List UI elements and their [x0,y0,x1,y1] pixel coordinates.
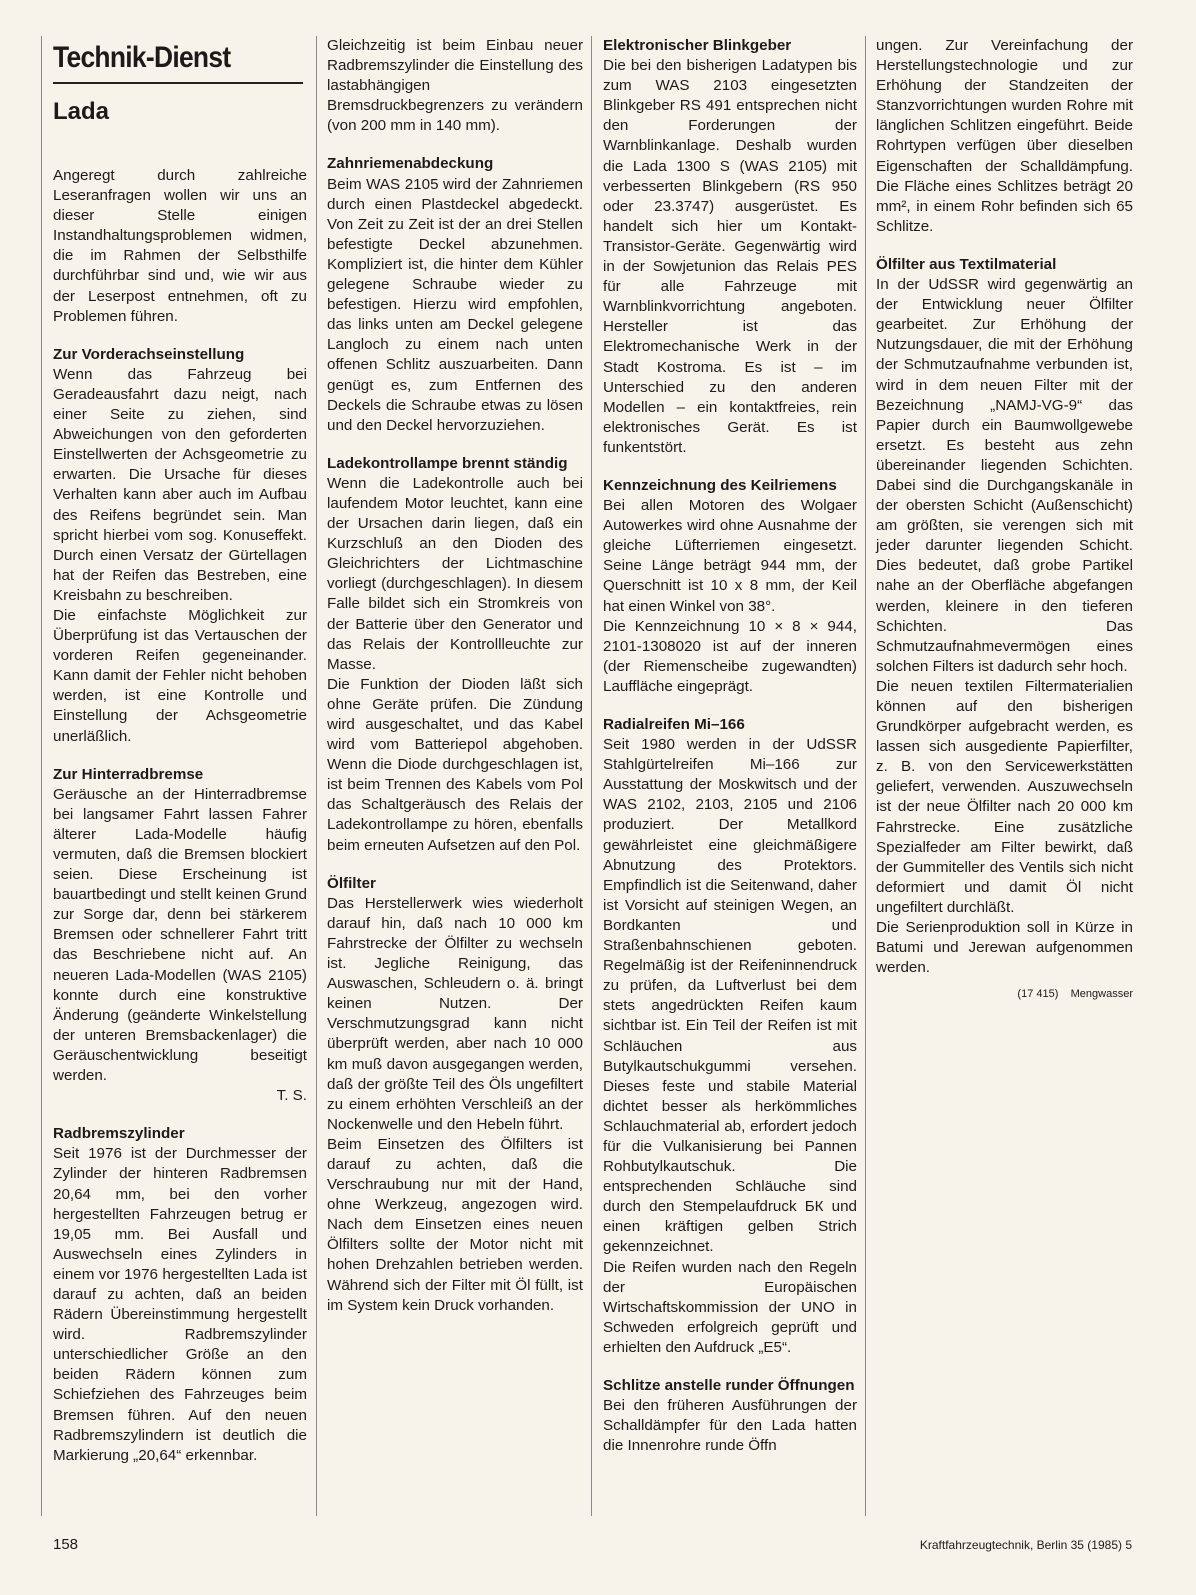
paragraph-continued: ungen. Zur Vereinfachung der Herstellungstechnologie und zur Erhöhung der Standzeiten der Stanzvorrichtungen wurden Rohre mit länglichen Schlitzen eingeführt. Beide Rohrtypen verfügen über dieselben Eigenschaften der Schalldämpfung. Die Fläche eines Schlitzes beträgt 20 mm², in einem Rohr befinden sich 65 Schlitze. [876,37,1133,235]
author-initials: T. S. [276,1087,307,1105]
column-4 [876,36,1133,1004]
section-blinkgeber [603,36,857,458]
section-oelfilter [327,874,583,1316]
section-ladekontrolle [327,454,583,856]
section-heading: Zahnriemenabdeckung [327,155,494,173]
section-hinterradbremse [53,765,307,1107]
reference-number: (17 415) [1017,988,1059,1001]
section-radialreifen [603,715,857,1358]
section-zahnriemen [327,154,583,435]
section-heading: Elektronischer Blinkgeber [603,37,792,54]
paragraph: Die Reifen wurden nach den Regeln der Europäischen Wirtschaftskommission der UNO in Schweden erfolgreich geprüft und erhielten den Aufdruck „E5“. [603,1258,857,1356]
rubric-rule [53,82,303,84]
section-heading: Radialreifen Mi–166 [603,716,745,733]
section-heading: Zur Hinterradbremse [53,765,204,783]
section-textilfilter [876,255,1133,1004]
section-schlitze [603,1376,857,1456]
paragraph: Bei den früheren Ausführungen der Schalldämpfer für den Lada hatten die Innenrohre runde Öffn [603,1397,857,1455]
publication-source: Kraftfahrzeugtechnik, Berlin 35 (1985) 5 [919,1538,1132,1552]
article-reference [876,984,1133,1004]
paragraph: Seit 1980 werden in der UdSSR Stahlgürtelreifen Mi–166 zur Ausstattung der Moskwitsch und der WAS 2102, 2103, 2105 und 2106 produziert. Der Metallkord gewährleistet eine gleichmäßigere Abnutzung des Protektors. Empfindlich ist die Seitenwand, daher ist Vorsicht auf steinigen Wegen, an Bordkanten und Straßenbahnschienen geboten. Regelmäßig ist der Reifeninnendruck zu prüfen, da Luftverlust bei dem stets angedrückten Reifen kaum sichtbar ist. Ein Teil der Reifen ist mit Schläuchen aus Butylkautschukgummi versehen. Dieses feste und stabile Material dichtet besser als herkömmliches Schlauchmaterial ab, erfordert jedoch für die Vulkanisierung bei Pannen Rohbutylkautschuk. Die entsprechenden Schläuche sind durch den Stempelaufdruck БК und einen kräftigen gelben Strich gekennzeichnet. [603,736,857,1256]
paragraph: Beim Einsetzen des Ölfilters ist darauf zu achten, daß die Verschraubung nur mit der Hand, ohne Werkzeug, angezogen wird. Nach dem Einsetzen eines neuen Ölfilters sollte der Motor nicht mit hohen Drehzahlen betrieben werden. Während sich der Filter mit Öl füllt, ist im System kein Druck vorhanden. [327,1135,583,1314]
paragraph: Geräusche an der Hinterradbremse bei langsamer Fahrt lassen Fahrer älterer Lada-Modelle häufig vermuten, daß die Bremsen blockiert seien. Diese Erscheinung ist bauartbedingt und stellt keinen Grund zur Sorge dar, denn bei stärkerem Bremsen oder schnellerer Fahrt tritt das Beschriebene nicht auf. An neueren Lada-Modellen (WAS 2105) konnte durch eine konstruktive Änderung (geänderte Winkelstellung der unteren Bremsbackenlager) die Geräuschentwicklung beseitigt werden. [53,785,307,1085]
section-heading: Ölfilter aus Textilmaterial [876,255,1057,273]
paragraph: Das Herstellerwerk wies wiederholt darauf hin, daß nach 10 000 km Fahrstrecke der Ölfilter zu wechseln ist. Jegliche Reinigung, das Auswaschen, Schleudern o. ä. bringt keinen Nutzen. Der Verschmutzungsgrad kann nicht überprüft werden, aber nach 10 000 km muß davon ausgegangen werden, daß der größte Teil des Öls ungefiltert zu einem erhöhten Verschleiß an der Nockenwelle und den Hebeln führt. [327,894,583,1133]
section-heading: Zur Vorderachseinstellung [53,345,245,363]
signoff [53,1086,307,1106]
column-3 [603,36,857,1456]
section-heading: Ladekontrollampe brennt ständig [327,454,568,472]
paragraph: Gleichzeitig ist beim Einbau neuer Radbremszylinder die Einstellung des lastabhängigen Bremsdruckbegrenzers zu verändern (von 200 mm in 140 mm). [327,37,583,135]
page-number: 158 [53,1536,79,1553]
section-heading: Radbremszylinder [53,1125,185,1143]
paragraph: Seit 1976 ist der Durchmesser der Zylinder der hinteren Radbremsen 20,64 mm, bei den vorher hergestellten Fahrzeugen betrug er 19,05 mm. Bei Ausfall und Auswechseln eines Zylinders in einem vor 1976 hergestellten Lada ist darauf zu achten, daß an beiden Rädern Übereinstimmung hergestellt wird. Radbremszylinder unterschiedlicher Größe an den beiden Rädern können zum Schiefziehen des Fahrzeuges beim Bremsen führen. Auf den neuen Radbremszylindern ist deutlich die Markierung „20,64“ erkennbar. [53,1145,307,1464]
paragraph: Die Kennzeichnung 10 × 8 × 944, 2101-1308020 ist auf der inneren (der Riemenscheibe zugewandten) Lauffläche eingeprägt. [603,617,857,695]
paragraph: Beim WAS 2105 wird der Zahnriemen durch einen Plastdeckel abgedeckt. Von Zeit zu Zeit ist der an drei Stellen befestigte Deckel abzunehmen. Kompliziert ist, die hinter dem Kühler gelegene Schraube wieder zu befestigen. Hierzu wird empfohlen, das links unten am Deckel gelegene Langloch zu einem nach unten offenen Schlitz auszuarbeiten. Dann genügt es, zum Entfernen des Deckels die Schraube etwas zu lösen und den Deckel hervorzuziehen. [327,175,583,434]
paragraph: Bei allen Motoren des Wolgaer Autowerkes wird ohne Ausnahme der gleiche Lüfterriemen eingesetzt. Seine Länge beträgt 944 mm, der Querschnitt ist 10 x 8 mm, der Keil hat einen Winkel von 38°. [603,497,857,615]
paragraph: Die bei den bisherigen Ladatypen bis zum WAS 2103 eingesetzten Blinkgeber RS 491 entsprechen nicht den Forderungen der Warnblinkanlage. Deshalb wurden die Lada 1300 S (WAS 2105) mit verbesserten Blinkgebern (RS 950 oder 23.3747) ausgerüstet. Es handelt sich hier um Kontakt-Transistor-Geräte. Gegenwärtig wird in der Sowjetunion das Relais PES für alle Fahrzeuge mit Warnblinkvorrichtung angeboten. Hersteller ist das Elektromechanische Werk in der Stadt Kostroma. Es ist – im Unterschied zu den anderen Modellen – ein kontaktfreies, rein elektronisches Gerät. Es ist funkentstört. [603,57,857,456]
intro-paragraph: Angeregt durch zahlreiche Leseranfragen wollen wir uns an dieser Stelle einigen Instandhaltungsproblemen widmen, die im Rahmen der Selbsthilfe durchführbar sind und, wie wir aus der Leserpost entnehmen, oft zu Problemen führen. [53,167,307,325]
section-vorderachse [53,345,307,747]
paragraph: Wenn das Fahrzeug bei Geradeausfahrt dazu neigt, nach einer Seite zu ziehen, sind Abweichungen von den geforderten Einstellwerten der Achsgeometrie zu erwarten. Die Ursache für dieses Verhalten kann aber auch im Aufbau des Reifens begründet sein. Man spricht hierbei vom sog. Konuseffekt. Durch einen Versatz der Gürtellagen hat der Reifen das Bestreben, eine Kreisbahn zu beschreiben. [53,365,307,604]
paragraph: Wenn die Ladekontrolle auch bei laufendem Motor leuchtet, kann eine der Ursachen darin liegen, daß ein Kurzschluß an den Dioden des Gleichrichters der Lichtmaschine vorliegt (durchgeschlagen). In diesem Falle bildet sich ein Stromkreis von der Batterie über den Generator und das Relais der Kontrollleuchte zur Masse. [327,474,583,673]
section-heading: Schlitze anstelle runder Öffnungen [603,1377,855,1394]
reference-author: Mengwasser [1070,988,1133,1001]
column-1 [53,36,307,1466]
paragraph: Die Serienproduktion soll in Kürze in Batumi und Jerewan aufgenommen werden. [876,919,1133,977]
paragraph: Die einfachste Möglichkeit zur Überprüfung ist das Vertauschen der vorderen Reifen gegeneinander. Kann damit der Fehler nicht behoben werden, ist eine Kontrolle und Einstellung der Achsgeometrie unerläßlich. [53,606,307,745]
section-radbremszylinder [53,1124,307,1466]
column-2 [327,36,583,1316]
paragraph: Die Funktion der Dioden läßt sich ohne Geräte prüfen. Die Zündung wird ausgeschaltet, und das Kabel wird vom Batteriepol abgehoben. Wenn die Diode durchgeschlagen ist, ist beim Trennen des Kabels vom Pol das Schaltgeräusch des Relais der Ladekontrollampe zu hören, ebenfalls beim erneuten Aufsetzen auf den Pol. [327,675,583,854]
section-keilriemen [603,476,857,697]
paragraph: In der UdSSR wird gegenwärtig an der Entwicklung neuer Ölfilter gearbeitet. Zur Erhöhung der Nutzungsdauer, die mit der Erhöhung der Schmutzaufnahme verbunden ist, wird in dem neuen Filter mit der Bezeichnung „NAMJ-VG-9“ das Papier durch ein Baumwollgewebe ersetzt. Es besteht aus zehn übereinander liegenden Schichten. Dabei sind die Durchgangskanäle in der obersten Schicht (Außenschicht) am größten, sie verengen sich mit jeder darunter liegenden Schicht. Dies bedeutet, daß grobe Partikel nahe an der Oberfläche abgefangen werden, kleinere in den tieferen Schichten. Das Schmutzaufnahmevermögen eines solchen Filters ist dadurch sehr hoch. [876,276,1133,675]
rubric-title: Technik-Dienst [53,41,231,74]
paragraph: Die neuen textilen Filtermaterialien können auf den bisherigen Grundkörper aufgebracht werden, es lassen sich ausgediente Papierfilter, z. B. von den Servicewerkstätten geliefert, verwenden. Auszuwechseln ist der neue Ölfilter nach 20 000 km Fahrstrecke. Eine zusätzliche Spezialfeder am Filter bewirkt, daß der Gummiteller des Ventils sich nicht deformiert und damit Öl nicht ungefiltert durchläßt. [876,677,1133,916]
article-title: Lada [53,98,110,125]
section-heading: Ölfilter [327,874,376,892]
section-heading: Kennzeichnung des Keilriemens [603,476,837,494]
